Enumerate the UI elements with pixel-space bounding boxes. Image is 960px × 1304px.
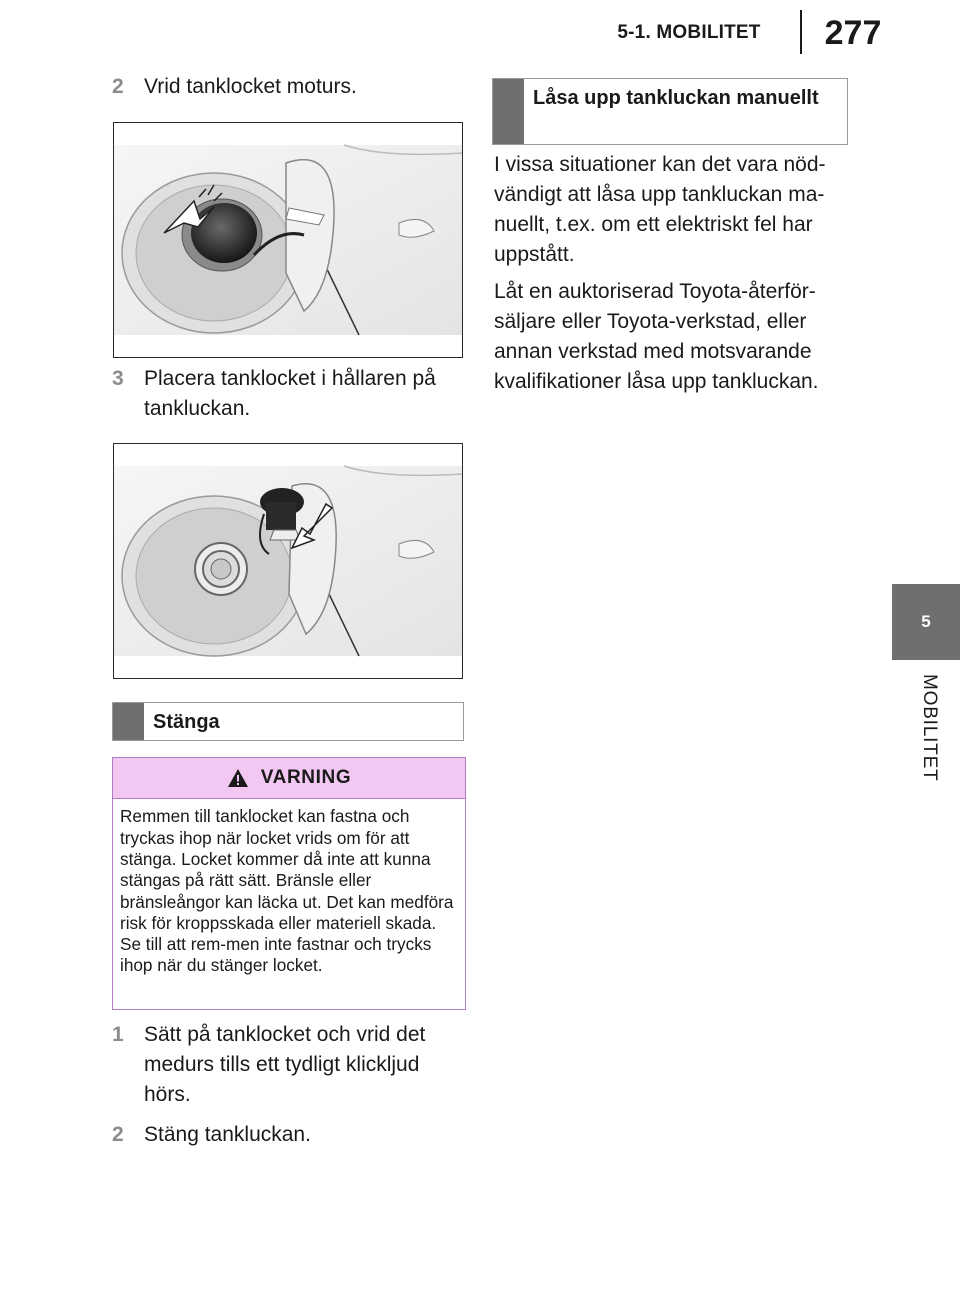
figure-cap-in-holder: [113, 443, 463, 679]
header-divider: [800, 10, 802, 54]
heading-bar: [493, 79, 524, 144]
chapter-tab-text: MOBILITET: [919, 674, 940, 782]
figure-turn-fuel-cap: [113, 122, 463, 358]
unlock-manually-heading: [492, 78, 848, 145]
heading-text: Stänga: [153, 711, 220, 733]
section-title: 5-1. MOBILITET: [617, 22, 761, 43]
fuel-cap-illustration-2: [114, 444, 462, 678]
close-heading: [112, 702, 464, 741]
step-3-open: [112, 364, 464, 424]
step-1-close: [112, 1020, 464, 1110]
chapter-tab-number: 5: [892, 584, 960, 660]
warning-title: VARNING: [260, 767, 352, 788]
unlock-paragraph-1: I vissa situationer kan det vara nöd-vändigt att låsa upp tankluckan ma-nuellt, t.ex. om ett elektriskt fel har uppstått.: [494, 153, 826, 266]
step-text: Vrid tanklocket moturs.: [144, 75, 357, 98]
warning-header: [113, 758, 465, 798]
step-number: 2: [112, 75, 124, 98]
step-number: 2: [112, 1123, 124, 1146]
warning-box: [112, 757, 466, 1010]
step-number: 3: [112, 367, 124, 390]
chapter-tab-label: [892, 660, 960, 1300]
step-text: Placera tanklocket i hållaren på tankluckan.: [144, 367, 436, 420]
warning-text: Remmen till tanklocket kan fastna och tryckas ihop när locket vrids om för att stänga. Locket kommer då inte att kunna stängas på rätt sätt. Bränsle eller bränsleångor kan läcka ut. Det kan medföra risk för kroppsskada eller materiell skada. Se till att rem-men inte fastnar och trycks ihop när du stänger locket.: [120, 806, 454, 976]
page-number: 277: [824, 14, 882, 52]
heading-text: Låsa upp tankluckan manuellt: [533, 87, 819, 109]
fuel-cap-illustration-1: [114, 123, 462, 357]
step-2-open: [112, 72, 464, 102]
step-2-close: [112, 1120, 464, 1150]
heading-bar: [113, 703, 144, 740]
warning-triangle-icon: [227, 768, 249, 788]
step-number: 1: [112, 1023, 124, 1046]
step-text: Sätt på tanklocket och vrid det medurs tills ett tydligt klickljud hörs.: [144, 1023, 426, 1106]
unlock-paragraph-2: Låt en auktoriserad Toyota-återför-säljare eller Toyota-verkstad, eller annan verkstad med motsvarande kvalifikationer låsa upp tankluckan.: [494, 280, 819, 393]
step-text: Stäng tankluckan.: [144, 1123, 311, 1146]
